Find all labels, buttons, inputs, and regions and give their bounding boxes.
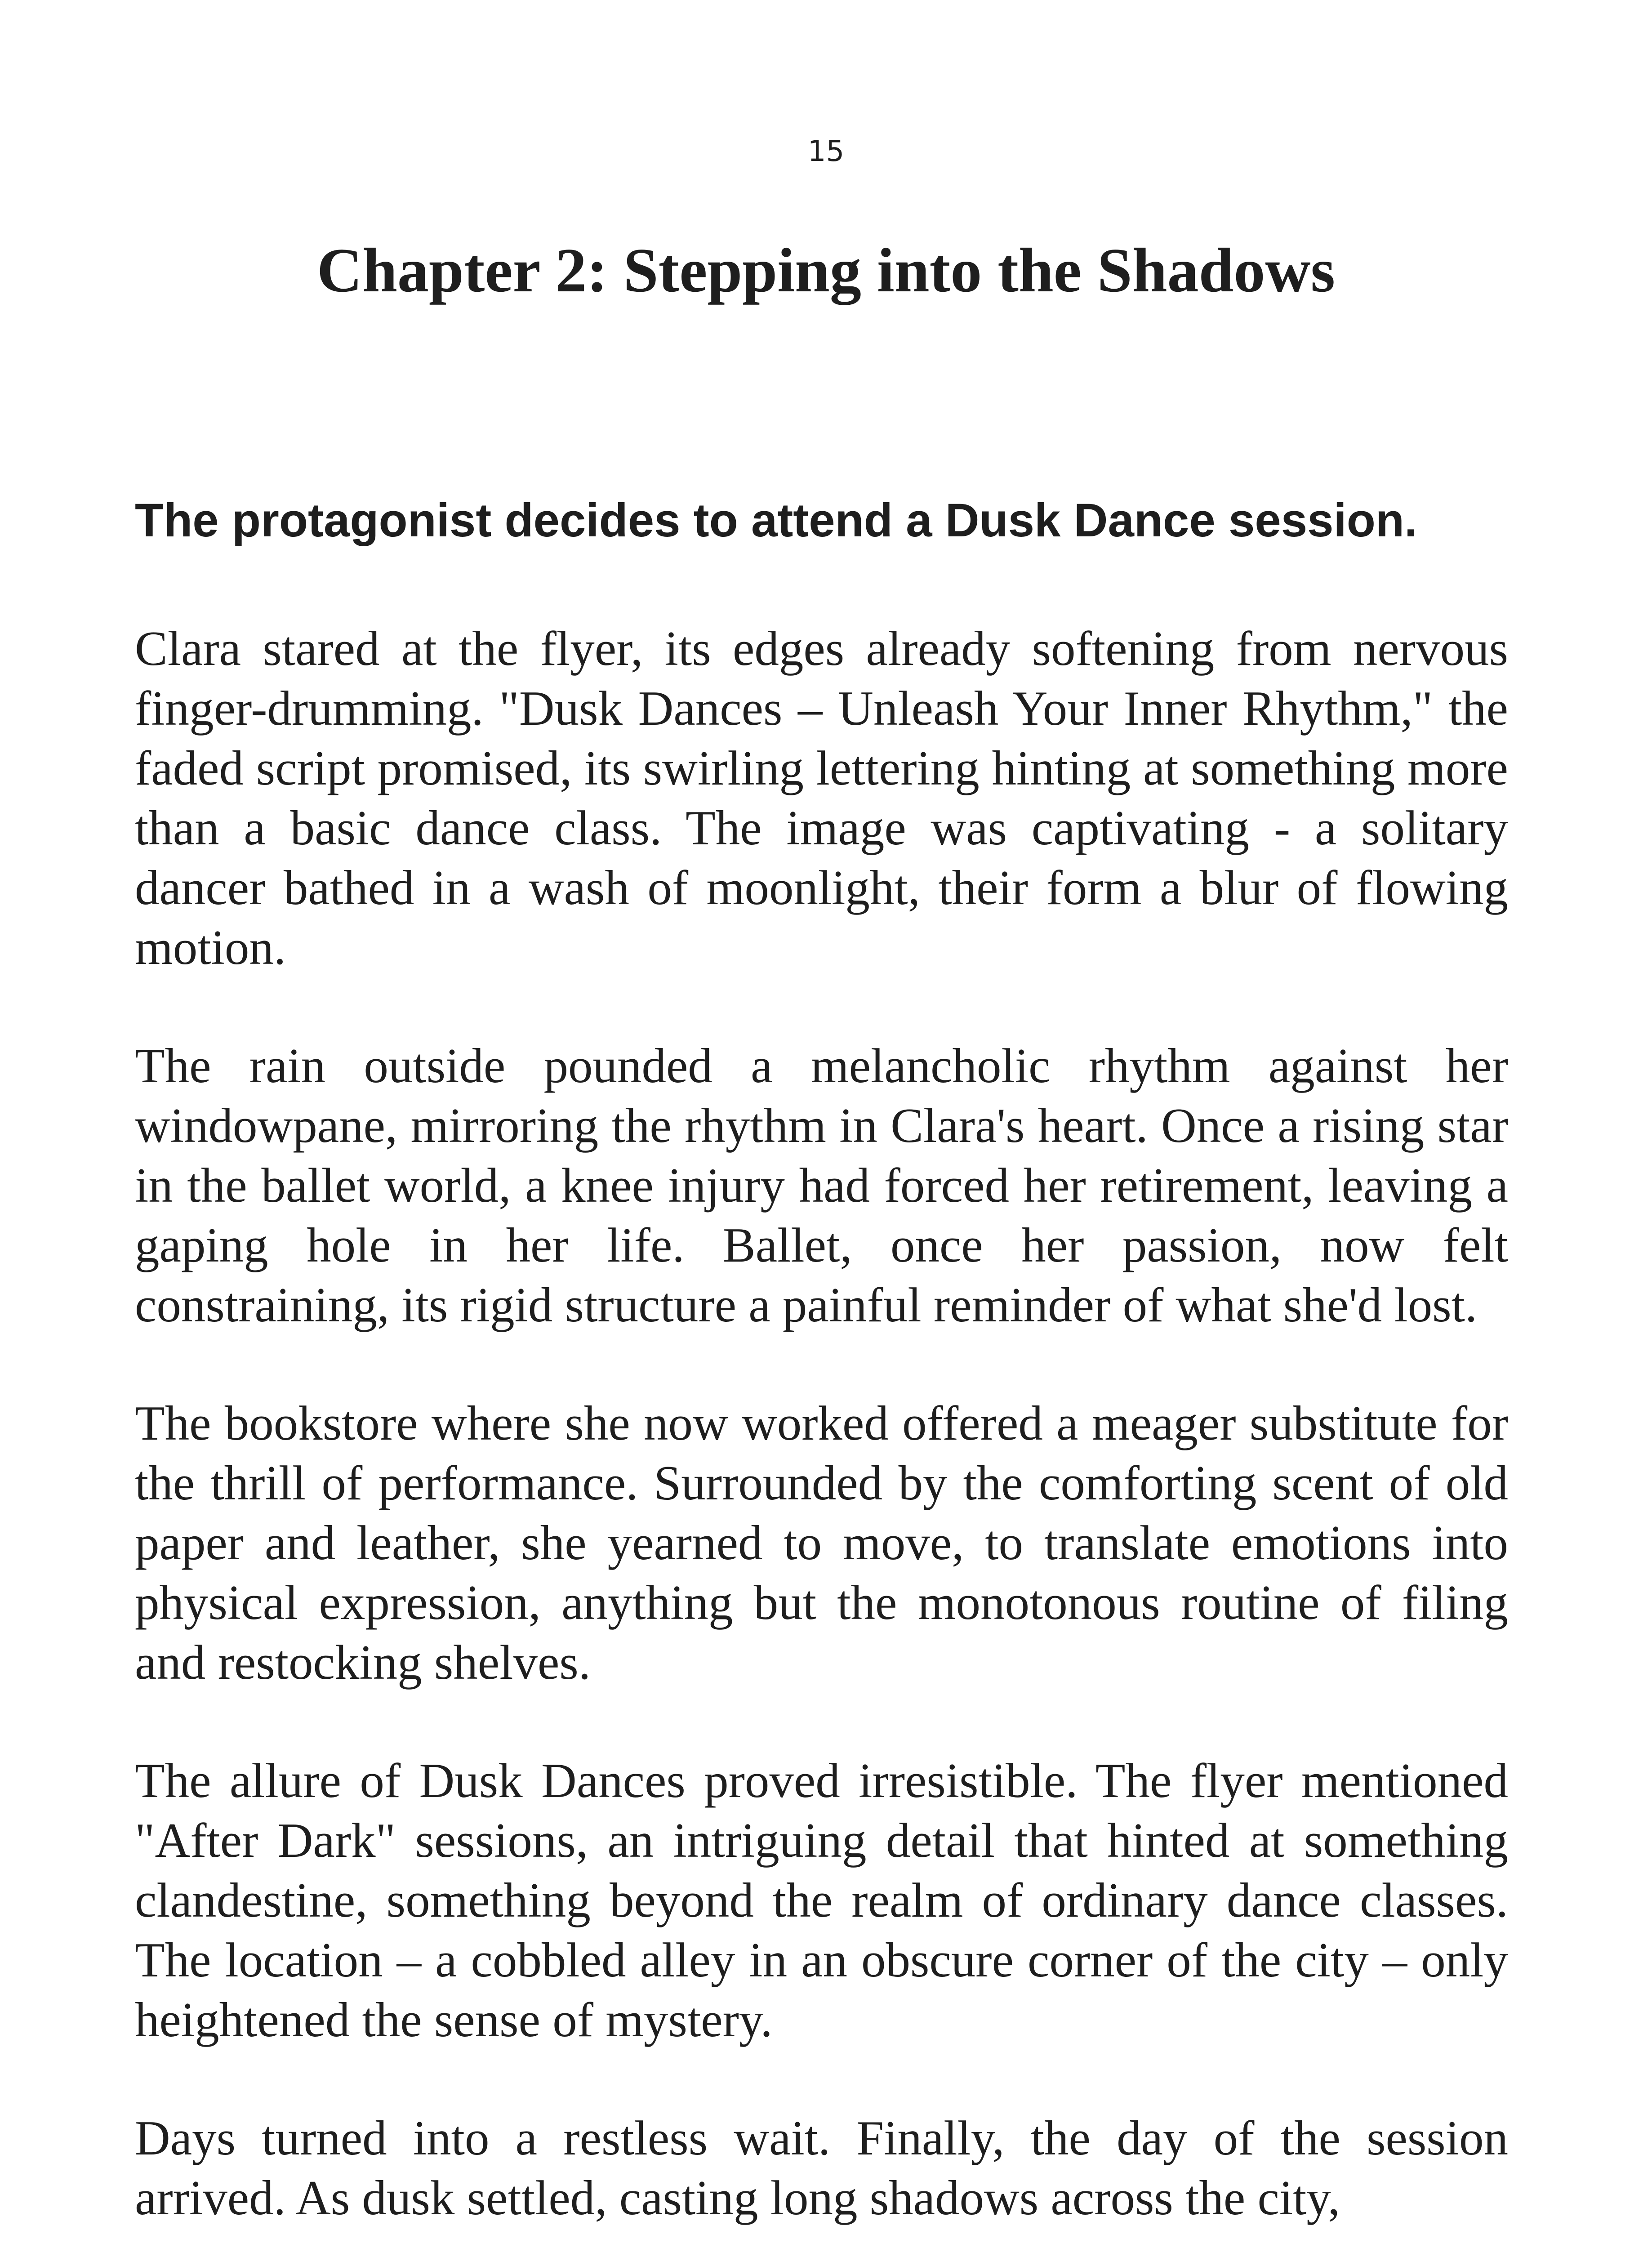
paragraph-5: Days turned into a restless wait. Finally, the day of the session arrived. As dusk settled, casting long shadows across the city, — [135, 2111, 1508, 2225]
page-number: 15 — [807, 135, 845, 168]
paragraph-2: The rain outside pounded a melancholic rhythm against her windowpane, mirroring the rhythm in Clara's heart. Once a rising star in the ballet world, a knee injury had forced her retirement, leaving a gaping hole in her life. Ballet, once her passion, now felt constraining, its rigid structure a painful reminder of what she'd lost. — [135, 1039, 1508, 1332]
section-heading: The protagonist decides to attend a Dusk Dance session. — [135, 494, 1418, 547]
paragraph-3: The bookstore where she now worked offered a meager substitute for the thrill of performance. Surrounded by the comforting scent of old paper and leather, she yearned to move, to translate emotions into physical expression, anything but the monotonous routine of filing and restocking shelves. — [135, 1396, 1508, 1690]
paragraph-4: The allure of Dusk Dances proved irresistible. The flyer mentioned "After Dark" sessions, an intriguing detail that hinted at something clandestine, something beyond the realm of ordinary dance classes. The location – a cobbled alley in an obscure corner of the city – only heightened the sense of mystery. — [135, 1753, 1508, 2047]
paragraph-1: Clara stared at the flyer, its edges already softening from nervous finger-drumming. "Dusk Dances – Unleash Your Inner Rhythm," the faded script promised, its swirling lettering hinting at something more than a basic dance class. The image was captivating - a solitary dancer bathed in a wash of moonlight, their form a blur of flowing motion. — [135, 621, 1508, 975]
page-content — [135, 490, 1508, 2248]
chapter-title: Chapter 2: Stepping into the Shadows — [316, 236, 1336, 305]
